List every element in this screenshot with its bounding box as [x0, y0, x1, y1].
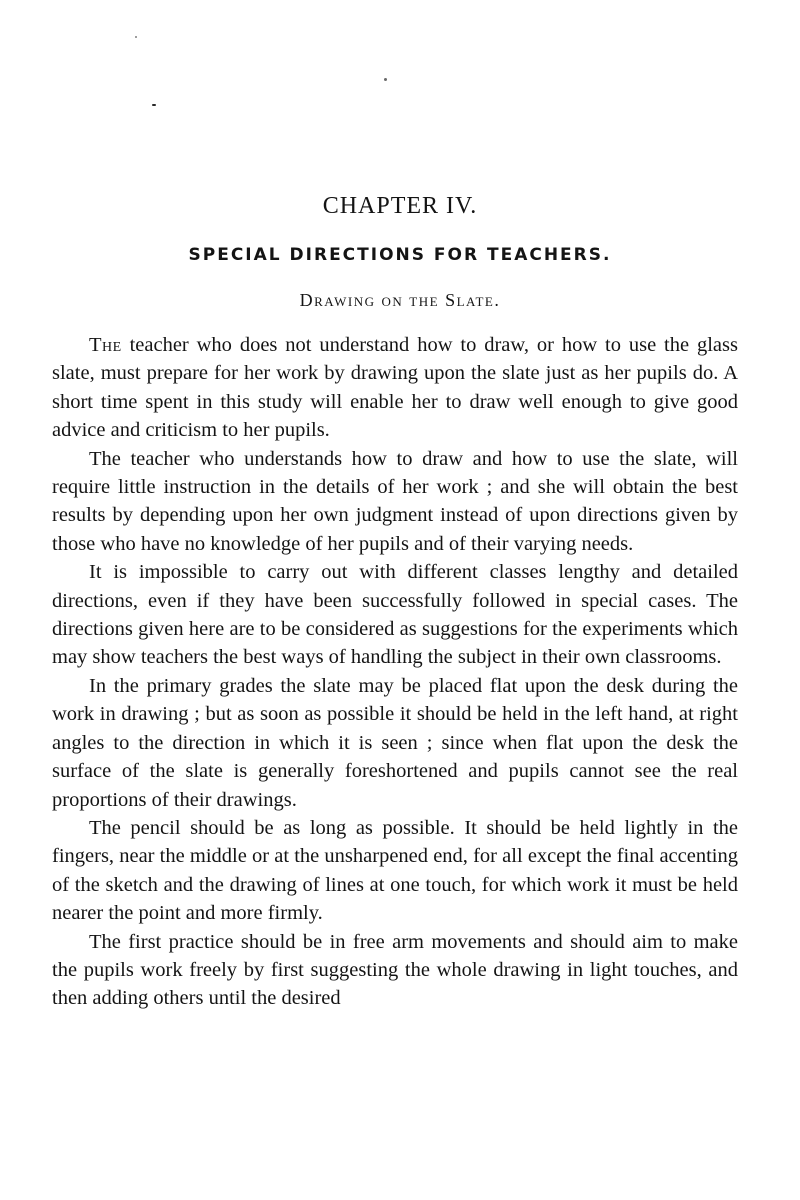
subsection-title: Drawing on the Slate.: [299, 290, 501, 310]
paragraph: The pencil should be as long as possible. It should be held lightly in the fingers, near the middle or at the unsharpened end, for all except the final accenting of the sketch and the drawing of lines at one touch, for which work it must be held nearer the point and more firmly.: [52, 816, 738, 925]
paragraph: [52, 331, 738, 445]
paragraph: The teacher who understands how to draw and how to use the slate, will require little instruction in the details of her work ; and she will obtain the best results by depending upon her own judgment instead of upon directions given by those who have no knowledge of her pupils and of their varying needs.: [52, 447, 738, 555]
body-text: [52, 331, 738, 1013]
paragraph-lead-word: The: [89, 334, 122, 356]
section-title: SPECIAL DIRECTIONS FOR TEACHERS.: [188, 245, 612, 265]
paragraph-text: teacher who does not understand how to draw, or how to use the glass slate, must prepare for her work by drawing upon the slate just as her pupils do. A short time spent in this study will enable her to draw well enough to give good advice and criticism to her pupils.: [52, 334, 738, 442]
print-speck: [135, 36, 137, 38]
paragraph: It is impossible to carry out with different classes lengthy and detailed directions, even if they have been successfully followed in special cases. The directions given here are to be considered as suggestions for the experiments which may show teachers the best ways of handling the subject in their own classrooms.: [52, 561, 738, 669]
paragraph: In the primary grades the slate may be placed flat upon the desk during the work in drawing ; but as soon as possible it should be held in the left hand, at right angles to the direction in which it is seen ; since when flat upon the desk the surface of the slate is generally foreshortened and pupils cannot see the real proportions of their drawings.: [52, 674, 738, 811]
print-speck: [384, 78, 387, 81]
paragraph: The first practice should be in free arm movements and should aim to make the pupils work freely by first suggesting the whole drawing in light touches, and then adding others until the desired: [52, 930, 738, 1010]
print-speck: [152, 104, 156, 106]
chapter-title: CHAPTER IV.: [322, 193, 478, 219]
